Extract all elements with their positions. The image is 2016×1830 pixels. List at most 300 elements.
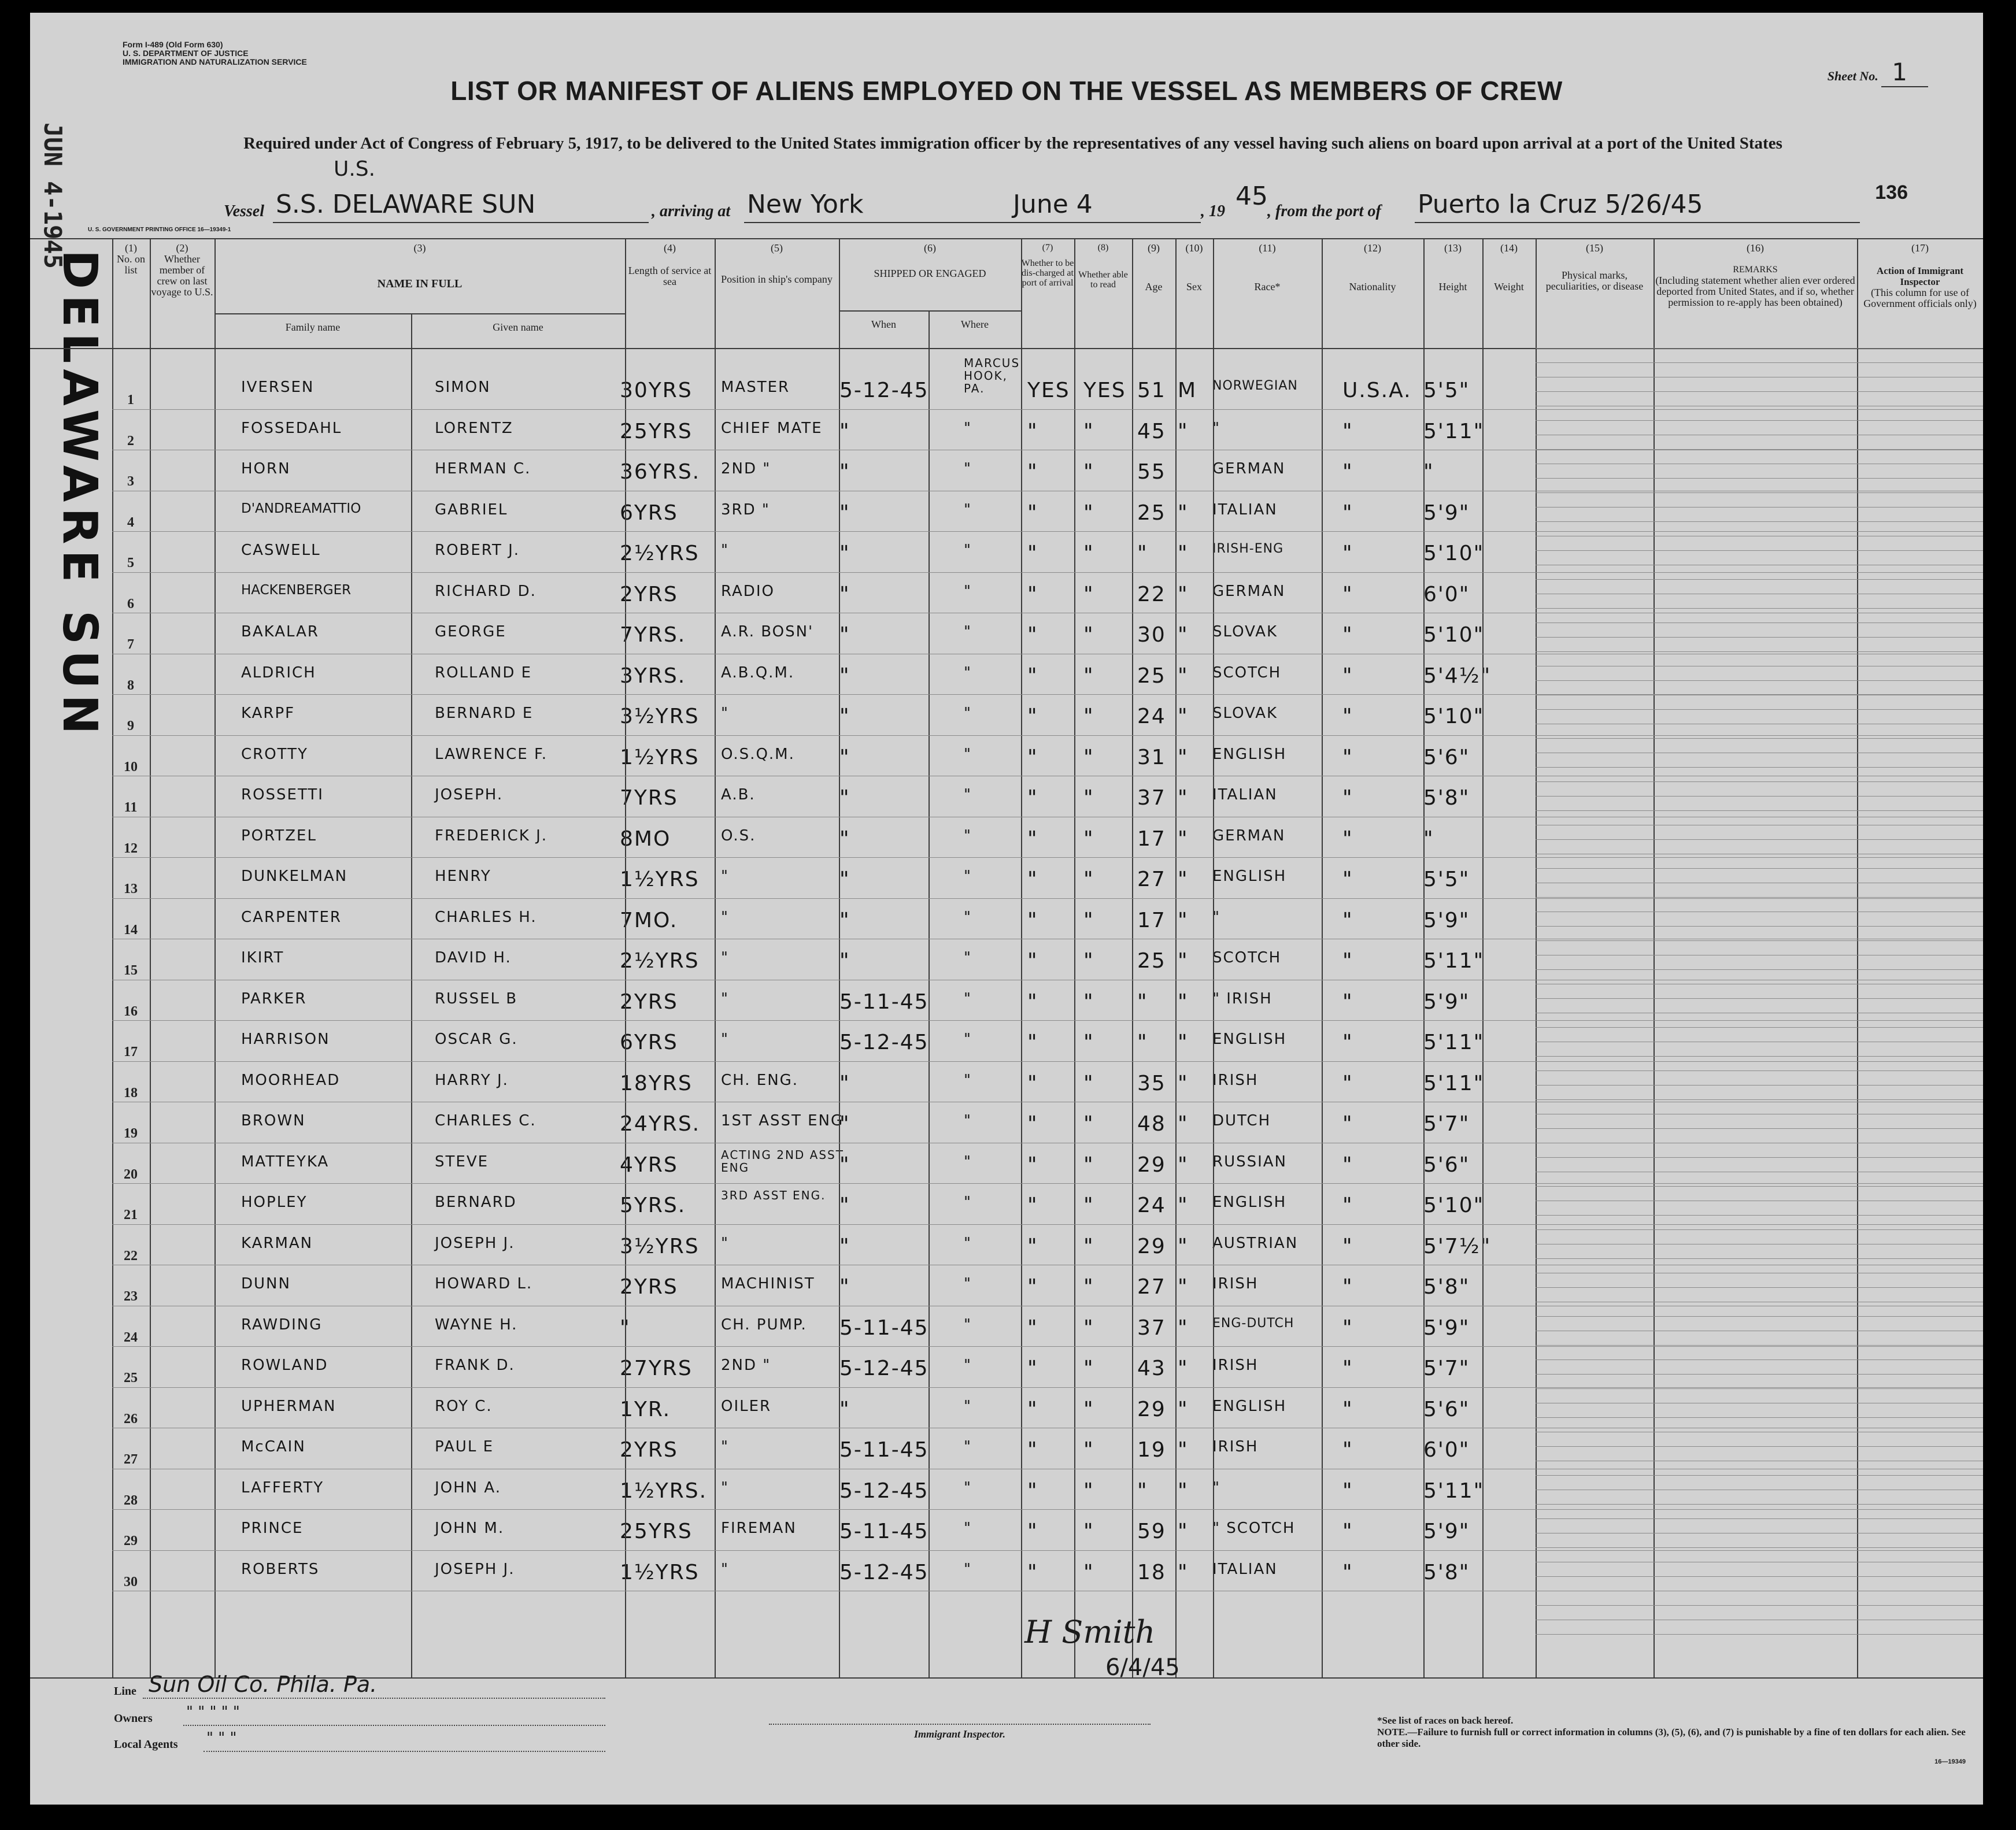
- cell-when: 5-11-45: [839, 1438, 929, 1462]
- cell-race: ": [1212, 1479, 1220, 1496]
- cell-sex: ": [1178, 1357, 1189, 1380]
- col-num: (12): [1364, 242, 1381, 254]
- ruling-line: [1536, 1258, 1983, 1259]
- cell-nationality: ": [1342, 1398, 1353, 1421]
- col-label: Race*: [1254, 281, 1281, 292]
- col-num: (14): [1500, 242, 1518, 254]
- ruling-line: [1536, 810, 1983, 811]
- cell-discharged: ": [1027, 583, 1038, 606]
- row-number: 16: [124, 1004, 138, 1019]
- col-label: Nationality: [1349, 281, 1396, 292]
- family-name-header: Family name: [285, 321, 341, 333]
- cell-given: ROY C.: [435, 1398, 493, 1415]
- line-label: Line: [114, 1685, 136, 1698]
- cell-sex: ": [1178, 1031, 1189, 1054]
- ruling-line: [1536, 1229, 1983, 1230]
- cell-read: ": [1083, 460, 1094, 484]
- column-rule: [1423, 238, 1425, 1677]
- cell-where: ": [964, 1275, 972, 1292]
- cell-race: ENGLISH: [1212, 868, 1287, 885]
- manifest-sheet: [30, 13, 1983, 1805]
- cell-when: ": [839, 583, 850, 606]
- column-rule: [214, 238, 216, 1677]
- cell-given: BERNARD E: [435, 705, 534, 722]
- where-header: Where: [961, 318, 989, 330]
- cell-read: ": [1083, 1275, 1094, 1299]
- column-rule: [1482, 238, 1484, 1677]
- cell-nationality: ": [1342, 460, 1353, 484]
- ruling-line: [1536, 1056, 1983, 1057]
- cell-where: ": [964, 1072, 972, 1089]
- cell-age: 19: [1137, 1438, 1166, 1462]
- cell-service: 5YRS.: [620, 1194, 686, 1217]
- cell-height: 5'7": [1423, 1357, 1470, 1380]
- page-subtitle: Required under Act of Congress of February 5, 1917, to be delivered to the United States immigration officer by the representatives of any vessel having such aliens on board upon arrival at a port of the United States: [243, 134, 1782, 153]
- cell-nationality: ": [1342, 1561, 1353, 1584]
- col-label: Length of service at sea: [628, 265, 712, 287]
- ruling-line: [1536, 1157, 1983, 1158]
- cell-sex: ": [1178, 420, 1189, 443]
- cell-age: 25: [1137, 501, 1166, 525]
- row-rule: [112, 1346, 1983, 1347]
- ruling-line: [1536, 478, 1983, 479]
- row-number: 6: [127, 597, 134, 612]
- cell-service: 3½YRS: [620, 705, 700, 728]
- cell-given: JOSEPH J.: [435, 1561, 515, 1578]
- cell-age: 29: [1137, 1153, 1166, 1177]
- cell-height: 6'0": [1423, 1438, 1470, 1462]
- cell-family: PARKER: [241, 990, 307, 1007]
- ruling-line: [1536, 969, 1983, 970]
- arriving-label: , arriving at: [652, 202, 731, 220]
- cell-when: ": [839, 1235, 850, 1258]
- cell-discharged: ": [1027, 420, 1038, 443]
- owners-label: Owners: [114, 1712, 153, 1725]
- cell-given: HARRY J.: [435, 1072, 509, 1089]
- cell-sex: ": [1178, 583, 1189, 606]
- row-number: 9: [127, 718, 134, 734]
- line-underline: [143, 1698, 605, 1699]
- cell-age: 43: [1137, 1357, 1166, 1380]
- col-17-header: [1857, 243, 1983, 309]
- ruling-line: [1536, 1446, 1983, 1447]
- ruling-line: [1536, 608, 1983, 609]
- ruling-line: [1536, 1215, 1983, 1216]
- cell-position: 2ND ": [721, 460, 771, 477]
- cell-discharged: ": [1027, 1031, 1038, 1054]
- cell-height: 5'9": [1423, 990, 1470, 1014]
- row-number: 22: [124, 1249, 138, 1264]
- col-12-header: [1322, 243, 1423, 292]
- cell-discharged: ": [1027, 1153, 1038, 1177]
- cell-read: ": [1083, 664, 1094, 688]
- cell-nationality: ": [1342, 949, 1353, 973]
- col-label: Whether member of crew on last voyage to U.S.: [151, 253, 213, 298]
- ruling-line: [1536, 926, 1983, 927]
- cell-height: 5'11": [1423, 1479, 1485, 1503]
- cell-where: ": [964, 705, 972, 722]
- cell-discharged: ": [1027, 1479, 1038, 1503]
- row-number: 28: [124, 1493, 138, 1508]
- cell-where: ": [964, 909, 972, 926]
- cell-when: ": [839, 1194, 850, 1217]
- row-rule: [112, 1061, 1983, 1062]
- column-rule: [1021, 238, 1022, 1677]
- cell-when: ": [839, 1072, 850, 1095]
- cell-read: ": [1083, 1031, 1094, 1054]
- cell-service: 6YRS: [620, 501, 678, 525]
- column-rule: [1213, 238, 1214, 1677]
- cell-when: ": [839, 542, 850, 565]
- cell-position: MASTER: [721, 379, 790, 396]
- col-7-header: [1021, 243, 1074, 288]
- ruling-line: [1536, 1504, 1983, 1505]
- cell-given: STEVE: [435, 1153, 489, 1170]
- cell-height: 5'9": [1423, 1520, 1470, 1543]
- cell-read: ": [1083, 705, 1094, 728]
- cell-age: 51: [1137, 379, 1166, 402]
- manifest-grid: [30, 13, 1983, 1805]
- ruling-line: [1536, 492, 1983, 493]
- form-number: Form I-489 (Old Form 630): [123, 40, 223, 49]
- cell-read: ": [1083, 420, 1094, 443]
- cell-given: LAWRENCE F.: [435, 746, 548, 763]
- ruling-line: [1536, 781, 1983, 782]
- cell-family: KARPF: [241, 705, 295, 722]
- cell-height: 5'6": [1423, 746, 1470, 769]
- row-number: 20: [124, 1167, 138, 1182]
- ruling-line: [1536, 1099, 1983, 1100]
- col-num: (1): [125, 242, 137, 254]
- cell-given: RUSSEL B: [435, 990, 518, 1007]
- cell-where: ": [964, 420, 972, 437]
- cell-race: IRISH: [1212, 1072, 1259, 1089]
- cell-race: ENG-DUTCH: [1212, 1316, 1294, 1331]
- cell-family: RAWDING: [241, 1316, 323, 1333]
- cell-sex: ": [1178, 1194, 1189, 1217]
- year-value: 45: [1236, 181, 1268, 211]
- cell-family: KARMAN: [241, 1235, 313, 1252]
- cell-given: GEORGE: [435, 623, 506, 640]
- cell-family: CARPENTER: [241, 909, 342, 926]
- cell-age: 17: [1137, 909, 1166, 932]
- cell-sex: M: [1178, 379, 1197, 402]
- inspector-signature: H Smith: [1024, 1614, 1156, 1650]
- cell-position: O.S.: [721, 827, 756, 844]
- cell-discharged: ": [1027, 746, 1038, 769]
- cell-where: ": [964, 1398, 972, 1415]
- sheet-number-label: Sheet No.: [1827, 69, 1878, 83]
- cell-height: 5'8": [1423, 786, 1470, 810]
- cell-sex: ": [1178, 1520, 1189, 1543]
- name-subheader-rule: [214, 313, 625, 314]
- row-rule: [112, 1550, 1983, 1551]
- row-number: 12: [124, 841, 138, 856]
- cell-family: BAKALAR: [241, 623, 319, 640]
- cell-height: 5'10": [1423, 542, 1485, 565]
- cell-given: SIMON: [435, 379, 491, 396]
- cell-family: ROBERTS: [241, 1561, 320, 1578]
- row-number: 21: [124, 1207, 138, 1223]
- cell-when: ": [839, 827, 850, 851]
- cell-nationality: ": [1342, 583, 1353, 606]
- cell-race: IRISH: [1212, 1438, 1259, 1455]
- header-top-rule: [30, 238, 1983, 239]
- cell-when: 5-12-45: [839, 1031, 929, 1054]
- cell-read: ": [1083, 746, 1094, 769]
- cell-when: ": [839, 460, 850, 484]
- cell-race: ": [1212, 420, 1220, 437]
- row-number: 15: [124, 963, 138, 978]
- cell-race: ITALIAN: [1212, 786, 1278, 803]
- shipped-subheader-rule: [839, 310, 1021, 312]
- ruling-line: [1536, 637, 1983, 638]
- col-8-header: [1074, 243, 1132, 290]
- cell-given: RICHARD D.: [435, 583, 537, 600]
- cell-position: A.R. BOSN': [721, 623, 814, 640]
- cell-sex: ": [1178, 623, 1189, 647]
- cell-given: FREDERICK J.: [435, 827, 548, 844]
- cell-sex: ": [1178, 664, 1189, 688]
- corner-number: 136: [1875, 181, 1908, 203]
- cell-sex: ": [1178, 1275, 1189, 1299]
- cell-given: LORENTZ: [435, 420, 513, 437]
- cell-when: ": [839, 1275, 850, 1299]
- cell-discharged: YES: [1027, 379, 1070, 402]
- cell-position: ": [721, 990, 729, 1007]
- ruling-line: [1536, 1417, 1983, 1418]
- row-number: 18: [124, 1086, 138, 1101]
- row-number: 19: [124, 1126, 138, 1141]
- cell-family: ROSSETTI: [241, 786, 324, 803]
- cell-service: 1½YRS.: [620, 1479, 708, 1503]
- owners-underline: [183, 1725, 605, 1726]
- col-2-header: [150, 243, 214, 298]
- cell-discharged: ": [1027, 1561, 1038, 1584]
- inspector-label: Immigrant Inspector.: [913, 1728, 1006, 1740]
- col-label: Age: [1145, 281, 1163, 292]
- ruling-line: [1536, 521, 1983, 522]
- cell-where: ": [964, 827, 972, 844]
- cell-read: ": [1083, 501, 1094, 525]
- cell-discharged: ": [1027, 1398, 1038, 1421]
- cell-discharged: ": [1027, 1316, 1038, 1340]
- cell-height: 5'11": [1423, 1072, 1485, 1095]
- cell-read: ": [1083, 909, 1094, 932]
- cell-discharged: ": [1027, 664, 1038, 688]
- cell-nationality: ": [1342, 1072, 1353, 1095]
- cell-discharged: ": [1027, 990, 1038, 1014]
- cell-where: ": [964, 542, 972, 559]
- col-num: (10): [1185, 242, 1203, 254]
- cell-where: ": [964, 501, 972, 518]
- ruling-line: [1536, 420, 1983, 421]
- cell-sex: ": [1178, 501, 1189, 525]
- cell-service: 2YRS: [620, 1438, 678, 1462]
- ruling-line: [1536, 940, 1983, 941]
- col-label: Position in ship's company: [721, 273, 833, 285]
- ruling-line: [1536, 767, 1983, 768]
- column-rule: [839, 238, 840, 1677]
- cell-sex: ": [1178, 1316, 1189, 1340]
- cell-height: 5'8": [1423, 1275, 1470, 1299]
- cell-nationality: ": [1342, 746, 1353, 769]
- row-number: 4: [127, 515, 134, 530]
- arrival-date: June 4: [1013, 190, 1093, 219]
- col-label: Sex: [1186, 281, 1202, 292]
- cell-service: 2YRS: [620, 990, 678, 1014]
- cell-age: 48: [1137, 1112, 1166, 1136]
- cell-service: 25YRS: [620, 1520, 693, 1543]
- ruling-line: [1536, 550, 1983, 551]
- cell-discharged: ": [1027, 460, 1038, 484]
- cell-height: 6'0": [1423, 583, 1470, 606]
- cell-service: 25YRS: [620, 420, 693, 443]
- cell-read: ": [1083, 1153, 1094, 1177]
- ruling-line: [1536, 579, 1983, 580]
- cell-where: ": [964, 949, 972, 966]
- cell-read: ": [1083, 1520, 1094, 1543]
- cell-position: ": [721, 542, 729, 559]
- col-label: Weight: [1494, 281, 1524, 292]
- col-num: (3): [413, 242, 426, 254]
- cell-when: ": [839, 501, 850, 525]
- col-3-header: [214, 243, 625, 254]
- ruling-line: [1536, 796, 1983, 797]
- cell-family: CASWELL: [241, 542, 321, 559]
- row-number: 2: [127, 434, 134, 449]
- cell-discharged: ": [1027, 705, 1038, 728]
- cell-read: ": [1083, 827, 1094, 851]
- cell-nationality: ": [1342, 1357, 1353, 1380]
- cell-family: DUNN: [241, 1275, 291, 1292]
- cell-where: ": [964, 1194, 972, 1211]
- cell-height: 5'10": [1423, 705, 1485, 728]
- cell-service: 8MO: [620, 827, 671, 851]
- ruling-line: [1536, 362, 1983, 363]
- cell-position: ": [721, 1235, 729, 1252]
- cell-nationality: ": [1342, 501, 1353, 525]
- cell-race: RUSSIAN: [1212, 1153, 1288, 1170]
- shipped-header: SHIPPED OR ENGAGED: [874, 268, 986, 279]
- cell-race: ENGLISH: [1212, 746, 1287, 763]
- cell-sex: ": [1178, 868, 1189, 891]
- cell-nationality: ": [1342, 909, 1353, 932]
- cell-family: ALDRICH: [241, 664, 316, 681]
- cell-position: ": [721, 1561, 729, 1578]
- cell-sex: ": [1178, 1438, 1189, 1462]
- cell-when: ": [839, 868, 850, 891]
- cell-age: 29: [1137, 1398, 1166, 1421]
- col-label: Physical marks, peculiarities, or disease: [1545, 269, 1644, 292]
- cell-discharged: ": [1027, 827, 1038, 851]
- cell-age: ": [1137, 542, 1148, 565]
- ruling-line: [1536, 1287, 1983, 1288]
- cell-family: PORTZEL: [241, 827, 317, 844]
- cell-position: CH. ENG.: [721, 1072, 799, 1089]
- cell-service: 24YRS.: [620, 1112, 701, 1136]
- cell-where: ": [964, 1520, 972, 1537]
- cell-when: ": [839, 420, 850, 443]
- cell-age: 25: [1137, 664, 1166, 688]
- cell-service: 7MO.: [620, 909, 678, 932]
- cell-position: 2ND ": [721, 1357, 771, 1374]
- row-number: 25: [124, 1370, 138, 1386]
- cell-read: ": [1083, 1194, 1094, 1217]
- col-num: (13): [1444, 242, 1462, 254]
- cell-read: ": [1083, 1316, 1094, 1340]
- cell-race: IRISH: [1212, 1357, 1259, 1374]
- form-department: U. S. DEPARTMENT OF JUSTICE: [123, 49, 249, 58]
- cell-height: 5'11": [1423, 420, 1485, 443]
- cell-nationality: ": [1342, 623, 1353, 647]
- column-rule: [1132, 238, 1133, 1677]
- row-number: 13: [124, 881, 138, 897]
- cell-service: 30YRS: [620, 379, 693, 402]
- cell-race: AUSTRIAN: [1212, 1235, 1299, 1252]
- column-rule: [150, 238, 151, 1677]
- cell-position: ": [721, 1479, 729, 1496]
- row-number: 17: [124, 1044, 138, 1060]
- cell-when: ": [839, 1398, 850, 1421]
- cell-when: ": [839, 909, 850, 932]
- cell-nationality: ": [1342, 705, 1353, 728]
- cell-family: MATTEYKA: [241, 1153, 330, 1170]
- column-rule: [411, 313, 412, 1677]
- cell-sex: ": [1178, 1398, 1189, 1421]
- cell-age: 22: [1137, 583, 1166, 606]
- col-6-header: [839, 243, 1021, 279]
- col-5-header: [715, 243, 839, 285]
- cell-service: 2½YRS: [620, 949, 700, 973]
- cell-where: ": [964, 1438, 972, 1455]
- cell-read: ": [1083, 1398, 1094, 1421]
- cell-read: ": [1083, 1235, 1094, 1258]
- cell-where: ": [964, 623, 972, 640]
- col-4-header: [625, 243, 715, 287]
- cell-discharged: ": [1027, 542, 1038, 565]
- cell-family: LAFFERTY: [241, 1479, 324, 1496]
- ruling-line: [1536, 651, 1983, 652]
- cell-when: ": [839, 705, 850, 728]
- row-rule: [112, 735, 1983, 736]
- cell-where: ": [964, 990, 972, 1007]
- cell-age: 35: [1137, 1072, 1166, 1095]
- cell-where: ": [964, 1235, 972, 1252]
- col-label: Height: [1438, 281, 1467, 292]
- cell-family: UPHERMAN: [241, 1398, 336, 1415]
- remarks-header: REMARKS: [1733, 265, 1778, 275]
- cell-given: WAYNE H.: [435, 1316, 518, 1333]
- cell-read: ": [1083, 623, 1094, 647]
- inspector-signature-line: [769, 1724, 1151, 1725]
- cell-height: 5'7": [1423, 1112, 1470, 1136]
- cell-sex: ": [1178, 786, 1189, 810]
- row-number: 23: [124, 1289, 138, 1304]
- cell-nationality: U.S.A.: [1342, 379, 1412, 402]
- ruling-line: [1536, 709, 1983, 710]
- cell-height: 5'9": [1423, 1316, 1470, 1340]
- cell-where: ": [964, 1153, 972, 1170]
- cell-nationality: ": [1342, 1316, 1353, 1340]
- owners-value: " " " " ": [186, 1703, 240, 1721]
- cell-height: 5'7½": [1423, 1235, 1492, 1258]
- cell-position: CHIEF MATE: [721, 420, 823, 437]
- note-penalty: NOTE.—Failure to furnish full or correct information in columns (3), (5), (6), and (7) is punishable by a fine of ten dollars for each alien. See other side.: [1377, 1727, 1966, 1749]
- cell-height: ": [1423, 460, 1434, 484]
- cell-given: HOWARD L.: [435, 1275, 533, 1292]
- cell-race: ITALIAN: [1212, 1561, 1278, 1578]
